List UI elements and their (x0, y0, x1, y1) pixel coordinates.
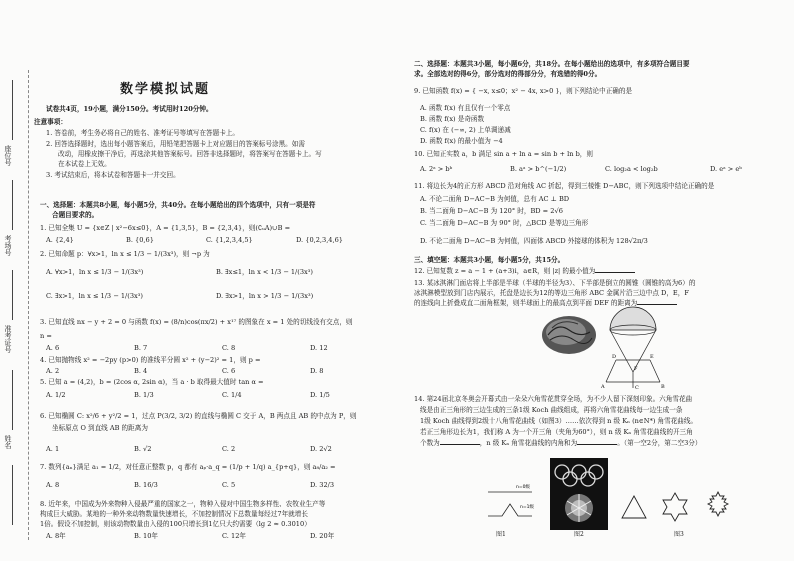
option: D. eᵃ > eᵇ (710, 165, 742, 173)
point-label-b: B (661, 384, 665, 390)
notes-heading: 注意事项： (34, 118, 67, 126)
answer-blank (595, 272, 635, 273)
question-1-options (46, 236, 343, 245)
option: C. ∃x>1，ln x ≤ 1/3 − 1/(3x³) (46, 292, 143, 300)
question-6-options (46, 445, 332, 454)
section-3-heading: 三、填空题：本题共3小题，每小题5分，共15分。 (414, 256, 565, 264)
option: C. 5 (222, 481, 236, 489)
question-8-stem: 8. 近年来，中国成为外来物种入侵最严重的国家之一，物种入侵对中国生物多样性、农牧业生产等 (40, 500, 326, 508)
q14-text: 个数为 (420, 439, 440, 447)
option: D. 8 (310, 367, 324, 375)
point-label-a: A (601, 384, 605, 390)
answer-blank (440, 444, 480, 445)
option: D. ∃x>1，ln x > 1/3 − 1/(3x³) (216, 292, 314, 300)
option: B. {0,6} (126, 236, 154, 244)
note-line: 2. 回答选择题时，选出每小题答案后，用铅笔把答题卡上对应题目的答案标号涂黑。如需 (46, 140, 305, 148)
binding-line (12, 465, 13, 525)
option: A. ∀x>1，ln x ≤ 1/3 − 1/(3x³) (46, 268, 144, 276)
question-14-line: 若正三角形边长为1，我们称 A 为一个开三角（夹角为60°），则 n 级 Kₙ 角雪花曲线的开三角 (420, 428, 693, 436)
figure-2-caption: 图2 (574, 531, 584, 538)
koch-label-level-1: n=1级 (520, 505, 534, 510)
option: A. 8 (46, 481, 60, 489)
option: D. 函数 f(x) 的最小值为 −4 (420, 137, 503, 145)
option: D. 12 (310, 344, 328, 352)
brain-ice-cream-photo (538, 310, 600, 360)
option: A. 2ᵃ > bᵇ (420, 165, 453, 173)
question-10-stem: 10. 已知正实数 a，b 满足 sin a + ln a = sin b + ln b，则 (414, 150, 593, 158)
option: B. √2 (134, 445, 152, 453)
question-7-options (46, 481, 334, 490)
option: C. f(x) 在 (−∞, 2) 上单调递减 (420, 126, 511, 134)
option: B. 7 (134, 344, 148, 352)
koch-snowflake-level-2 (708, 492, 728, 516)
section-2-heading: 二、选择题：本题共3小题，每小题6分，共18分。在每小题给出的选项中，有多项符合题目要 (414, 60, 690, 68)
option: A. 6 (46, 344, 60, 352)
question-10-options (420, 165, 742, 174)
option: C. log₂a < log₂b (605, 165, 658, 173)
koch-curve-figure (482, 480, 542, 530)
question-13-line: 冰淇淋模型放到门店内展示，托盘是边长为12的等边三角形 ABC 金属片沿三边中点 D，E，F (414, 289, 689, 297)
question-9-stem: 9. 已知函数 f(x) = { −x, x≤0；x² − 4x, x>0 }，则下列结论中正确的是 (414, 87, 633, 95)
option: D. {0,2,3,4,6} (296, 236, 343, 244)
option: C. {1,2,3,4,5} (206, 236, 253, 244)
option: D. 32/3 (310, 481, 335, 489)
question-4-stem: 4. 已知抛物线 x² = −2py (p>0) 的准线平分圆 x² + (y−2)² = 1，则 p = (40, 356, 261, 364)
option: B. 函数 f(x) 是奇函数 (420, 115, 485, 123)
question-14-line: 线是由正三角形的三边生成的三条1级 Koch 曲线组成，再将六角雪花曲线每一边生成一条 (420, 406, 683, 414)
question-6-stem: 6. 已知椭圆 C: x²/6 + y²/2 = 1，过点 P(3/2, 3/2) 的直线与椭圆 C 交于 A，B 两点且 AB 的中点为 P，则 (40, 412, 357, 420)
question-14-line (420, 439, 701, 448)
question-3-stem: 3. 已知直线 nx − y + 2 = 0 与函数 f(x) = (8/n)cos(πx/2) + x¹⁷ 的图象在 x = 1 处的切线没有交点，则 (40, 318, 353, 326)
figure-3-caption: 图3 (674, 531, 684, 538)
binding-label-room: 考场号 (4, 235, 12, 256)
section-2-heading-cont: 求。全部选对的得6分，部分选对的得部分分，有选错的得0分。 (414, 70, 602, 78)
question-6-stem-cont: 坐标原点 O 到直线 AB 的距离为 (52, 424, 148, 432)
note-line: 1. 答卷前，考生务必将自己的姓名、准考证号等填写在答题卡上。 (46, 129, 240, 137)
option: C. 1/4 (222, 391, 242, 399)
option: B. 16/3 (134, 481, 158, 489)
question-2-options-row2 (46, 292, 313, 301)
answer-blank (577, 444, 617, 445)
question-4-options (46, 367, 323, 376)
point-label-c: C (635, 385, 639, 390)
exam-meta: 试卷共4页，19小题，满分150分。考试用时120分钟。 (46, 105, 213, 113)
note-line: 在本试卷上无效。 (58, 160, 111, 168)
note-line: 3. 考试结束后，将本试卷和答题卡一并交回。 (46, 171, 180, 179)
ice-cream-diagram (598, 300, 668, 390)
option: A. 1/2 (46, 391, 66, 399)
option: D. 1/5 (310, 391, 330, 399)
question-2-stem: 2. 已知命题 p：∀x>1，ln x ≤ 1/3 − 1/(3x³)，则 ¬p 为 (40, 250, 210, 258)
question-2-options (46, 268, 313, 277)
question-7-stem: 7. 数列{aₙ}满足 a₁ = 1/2，对任意正整数 p，q 都有 aₚ·a_q = (1/p + 1/q) a_{p+q}，则 a₈/a₂ = (40, 463, 336, 471)
question-14-line: 1级 Koch 曲线得到2级十八角雪花曲线（如图3）……依次得到 n 级 Kₙ (n∈N*) 角雪花曲线。 (420, 417, 698, 425)
binding-line (12, 80, 13, 140)
koch-label-level-0: n=0级 (516, 485, 530, 490)
page-title: 数学模拟试题 (120, 82, 211, 97)
equilateral-triangle (622, 496, 646, 518)
question-14-line: 14. 第24届北京冬奥会开幕式由一朵朵六角雪花贯穿全场，为不少人留下深刻印象。六角雪花曲 (414, 395, 693, 403)
option: C. 12年 (222, 532, 246, 540)
note-line: 改动，用橡皮擦干净后，再选涂其他答案标号。回答非选择题时，将答案写在答题卡上。写 (58, 150, 322, 158)
option: A. {2,4} (46, 236, 74, 244)
point-label-d: D (612, 354, 617, 360)
point-label-f: F (634, 366, 638, 372)
question-12 (414, 267, 635, 276)
option: B. 1/3 (134, 391, 154, 399)
binding-line (12, 270, 13, 320)
question-5-options (46, 391, 330, 400)
question-13-line-text: 的连线向上折叠成直二面角框架，则半球面上的最高点到平面 DEF 的距离为 (414, 299, 638, 307)
figure-1-caption: 图1 (496, 531, 506, 538)
olympic-snowflake-photo (550, 458, 608, 530)
question-5-stem: 5. 已知 a = (4,2)，b = (2cos α, 2sin α)，当 a · b 取得最大值时 tan α = (40, 378, 264, 386)
option: D. 不论二面角 D−AC−B 为何值，四面体 ABCD 外接球的体积为 128√2π/3 (420, 237, 648, 245)
q14-text: ，n 级 Kₙ 角雪花曲线的内角和为 (479, 439, 578, 447)
question-1-stem: 1. 已知全集 U = {x∈Z | x²−6x≤0}，A = {1,3,5}，B = {2,3,4}，则(∁ᵤA)∪B = (40, 224, 291, 232)
question-12-stem: 12. 已知复数 z = a − 1 + (a+3)i，a∈R，则 |z| 的最小值为 (414, 267, 596, 275)
binding-label-id: 准考证号 (4, 325, 12, 353)
binding-label-seat: 座位号 (4, 145, 12, 166)
question-13-line: 13. 某冰淇淋门面店将上半部是半球（半球的半径为3）、下半部是倒立的圆锥（圆锥的高为6）的 (414, 279, 696, 287)
hexagram-star (663, 493, 687, 521)
option: C. 8 (222, 344, 236, 352)
option: B. 当二面角 D−AC−B 为 120° 时，BD = 2√6 (420, 207, 563, 215)
option: A. 不论二面角 D−AC−B 为何值，总有 AC ⊥ BD (420, 195, 570, 203)
option: D. 20年 (310, 532, 335, 540)
option: A. 8年 (46, 532, 66, 540)
question-11-stem: 11. 将边长为4的正方形 ABCD 沿对角线 AC 折起，得到三棱锥 D−ABC，则下列选项中结论正确的是 (414, 182, 715, 190)
section-1-heading: 一、选择题：本题共8小题，每小题5分，共40分。在每小题给出的四个选项中，只有一项是符 (40, 201, 316, 209)
koch-snowflake-sequence (620, 490, 740, 530)
question-8-stem-cont2: 1倍。假设不加控制，则该动物数量由入侵的100只增长到1亿只大约需要（lg 2 ≈ 0.3010） (40, 520, 311, 528)
question-8-stem-cont: 构成巨大威胁。某地的一种外来动物数量快速增长，不加控制情况下总数量每经过7年就增长 (40, 510, 308, 518)
option: A. 函数 f(x) 有且仅有一个零点 (420, 104, 511, 112)
point-label-e: E (650, 354, 654, 360)
question-3-options (46, 344, 328, 353)
option: B. 10年 (134, 532, 159, 540)
photo-highlight (546, 319, 586, 345)
option: B. aᵃ > b^(−1/2) (510, 165, 567, 173)
option: B. 4 (134, 367, 148, 375)
binding-line (12, 180, 13, 230)
q14-text: 。（第一空2分，第二空3分） (617, 439, 702, 447)
frame-line (606, 360, 616, 382)
option: C. 2 (222, 445, 236, 453)
option: D. 2√2 (310, 445, 332, 453)
frame-line (650, 360, 660, 382)
binding-margin (0, 70, 29, 540)
option: C. 6 (222, 367, 236, 375)
option: C. 当二面角 D−AC−B 为 90° 时，△BCD 是等边三角形 (420, 219, 589, 227)
question-3-stem-cont: n = (40, 332, 52, 340)
option: B. ∃x≤1，ln x < 1/3 − 1/(3x³) (216, 268, 313, 276)
binding-label-name: 姓名 (4, 435, 12, 449)
question-8-options (46, 532, 334, 541)
option: A. 2 (46, 367, 60, 375)
binding-line (12, 370, 13, 430)
option: A. 1 (46, 445, 60, 453)
section-1-heading-cont: 合题目要求的。 (52, 211, 99, 219)
